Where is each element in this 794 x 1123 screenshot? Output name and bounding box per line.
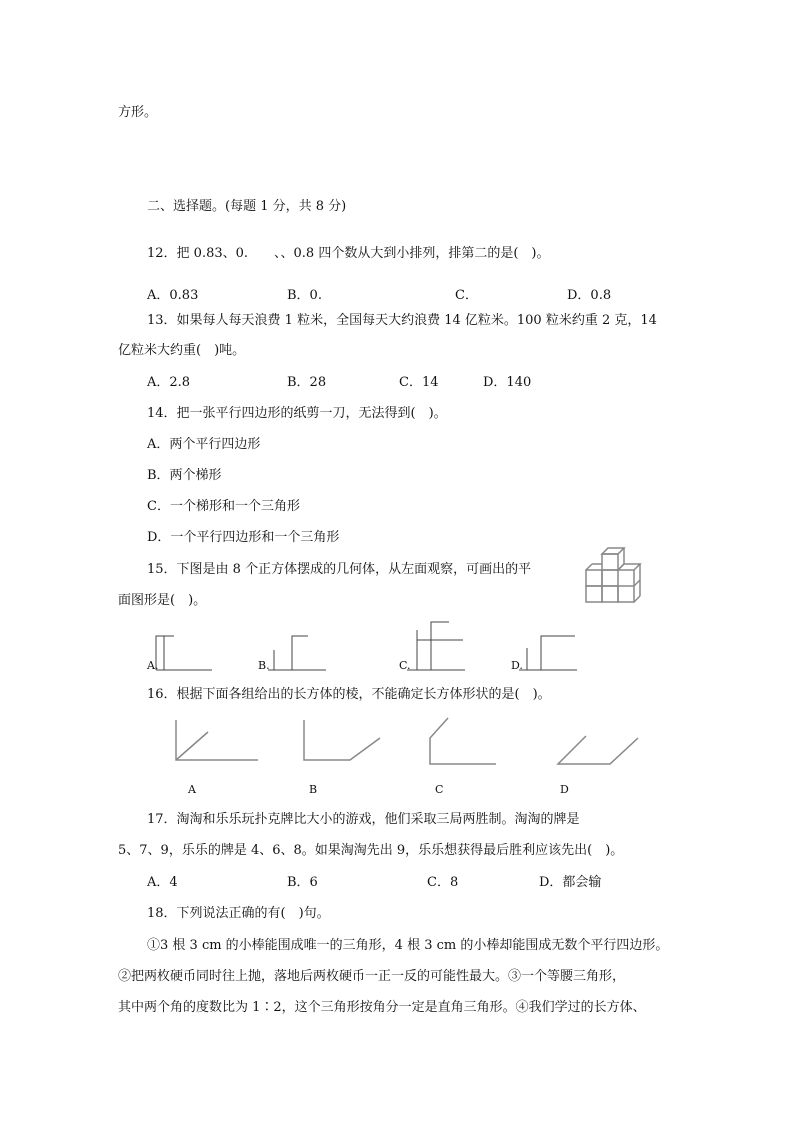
q13-option-b: B．28 [287,375,327,390]
q17-option-c: C．8 [427,875,459,890]
question-13-line-1: 13．如果每人每天浪费 1 粒米，全国每天大约浪费 14 亿粒米。100 粒米约重 2 克，14 [147,313,657,328]
question-16-stem: 16．根据下面各组给出的长方体的棱，不能确定长方体形状的是( )。 [147,687,551,702]
q16-edges-figure-c [426,716,498,766]
q12-option-c: C． [455,288,478,303]
cube-solid-figure [578,544,658,614]
q16-label-d: D [560,783,569,796]
q15-option-b-figure [266,634,328,672]
question-15-line-2: 面图形是( )。 [118,593,207,608]
q16-label-b: B [309,783,318,796]
question-17-line-1: 17．淘淘和乐乐玩扑克牌比大小的游戏，他们采取三局两胜制。淘淘的牌是 [147,812,580,827]
question-18-stem: 18．下列说法正确的有( )句。 [147,906,330,921]
q15-option-a-label: A. [147,659,159,672]
q16-edges-figure-d [556,734,642,768]
q13-option-c: C．14 [399,375,439,390]
previous-question-fragment: 方形。 [118,105,158,120]
q15-option-a-figure [152,634,214,672]
q16-label-a: A [188,783,196,796]
q15-option-d-label: D. [511,659,523,672]
question-12-stem: 12．把 0.83、0. 、、0.8 四个数从大到小排列，排第二的是( )。 [147,246,550,261]
q14-option-a: A．两个平行四边形 [147,437,261,452]
q12-option-a: A．0.83 [147,288,199,303]
q16-label-c: C [435,783,444,796]
q12-option-d: D．0.8 [567,288,612,303]
question-18-statement-line-3: 其中两个角的度数比为 1∶2，这个三角形按角分一定是直角三角形。④我们学过的长方体、 [118,1000,646,1015]
q17-option-b: B．6 [287,875,318,890]
question-14-stem: 14．把一张平行四边形的纸剪一刀，无法得到( )。 [147,406,447,421]
question-17-line-2: 5、7、9，乐乐的牌是 4、6、8。如果淘淘先出 9，乐乐想获得最后胜利应该先出( )。 [118,843,624,858]
q17-option-d: D．都会输 [539,875,602,890]
q15-option-c-label: C. [399,659,411,672]
q13-option-a: A．2.8 [147,375,191,390]
q14-option-c: C．一个梯形和一个三角形 [147,499,300,514]
q16-edges-figure-a [172,718,260,766]
question-15-line-1: 15．下图是由 8 个正方体摆成的几何体，从左面观察，可画出的平 [147,562,532,577]
q17-option-a: A．4 [147,875,178,890]
q15-option-d-figure [517,634,579,672]
question-13-line-2: 亿粒米大约重( )吨。 [118,343,246,358]
q16-edges-figure-b [300,718,384,766]
question-18-statement-line-1: ①3 根 3 cm 的小棒能围成唯一的三角形，4 根 3 cm 的小棒却能围成无数个平行四边形。 [147,938,669,953]
q12-option-b: B．0. [287,288,322,303]
question-18-statement-line-2: ②把两枚硬币同时往上抛，落地后两枚硬币一正一反的可能性最大。③一个等腰三角形， [118,969,626,984]
q14-option-d: D．一个平行四边形和一个三角形 [147,530,340,545]
q14-option-b: B．两个梯形 [147,468,222,483]
q13-option-d: D．140 [483,375,532,390]
section-heading: 二、选择题。(每题 1 分，共 8 分) [147,199,347,214]
q15-option-c-figure [405,620,467,672]
q15-option-b-label: B. [258,659,270,672]
